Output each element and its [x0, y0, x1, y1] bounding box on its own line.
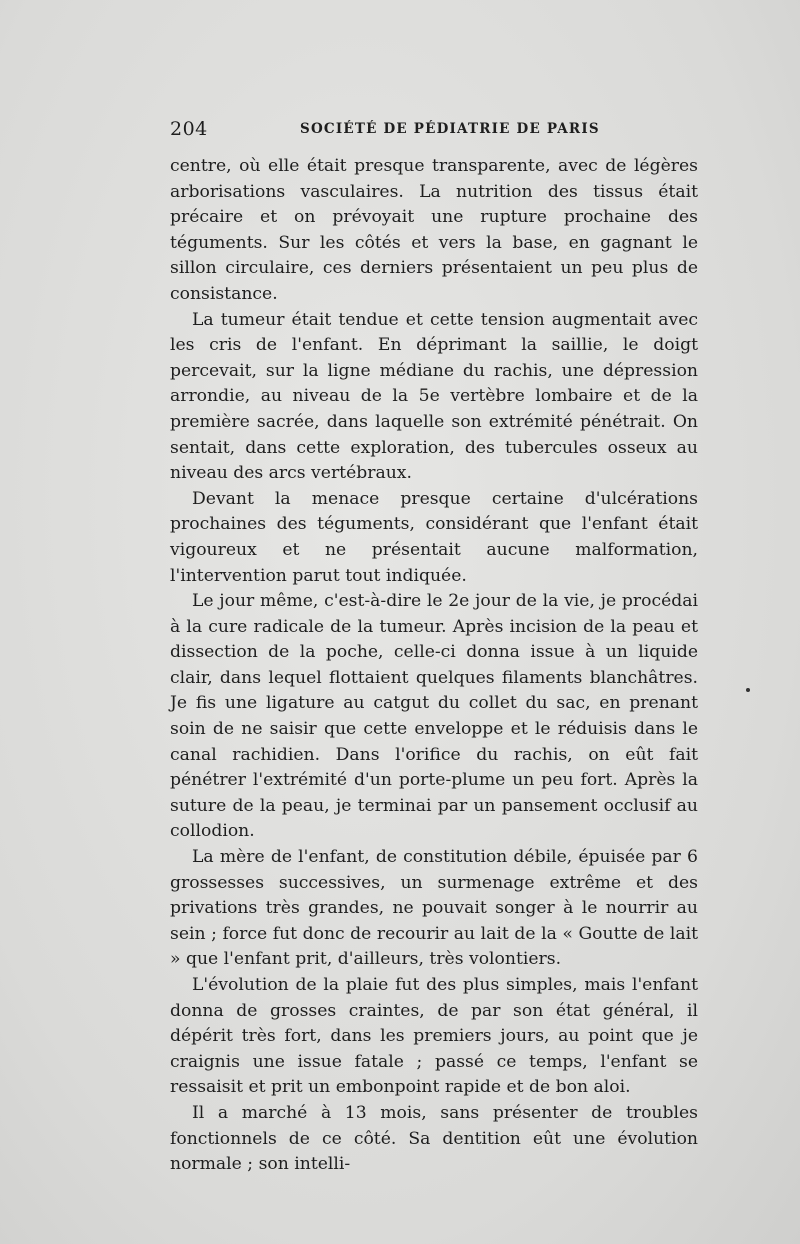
- paragraph-3: Devant la menace presque certaine d'ulcérations prochaines des téguments, considérant que l'enfant était vigoureux et ne présentait aucune malformation, l'intervention parut tout indiquée.: [170, 488, 698, 586]
- paragraph-7: Il a marché à 13 mois, sans présenter de troubles fonctionnels de ce côté. Sa dentition eût une évolution normale ; son intelli-: [170, 1102, 698, 1175]
- paragraph-6: L'évolution de la plaie fut des plus simples, mais l'enfant donna de grosses craintes, de par son état général, il dépérit très fort, dans les premiers jours, au point que je craignis une issue fatale ; passé ce temps, l'enfant se ressaisit et prit un embonpoint rapide et de bon aloi.: [170, 975, 698, 1098]
- paragraph-4: Le jour même, c'est-à-dire le 2e jour de la vie, je procédai à la cure radicale de la tumeur. Après incision de la peau et dissection de la poche, celle-ci donna issue à un liquide clair, dans lequel flottaient quelques filaments blanchâtres. Je fis une ligature au catgut du collet du sac, en prenant soin de ne saisir que cette enveloppe et le réduisis dans le canal rachidien. Dans l'orifice du rachis, on eût fait pénétrer l'extrémité d'un porte-plume un peu fort. Après la suture de la peau, je terminai par un pansement occlusif au collodion.: [170, 591, 698, 842]
- page-header: [170, 118, 698, 146]
- page-number: 204: [170, 118, 208, 140]
- paragraph-5: La mère de l'enfant, de constitution débile, épuisée par 6 grossesses successives, un surmenage extrême et des privations très grandes, ne pouvait songer à le nourrir au sein ; force fut donc de recourir au lait de la « Goutte de lait » que l'enfant prit, d'ailleurs, très volontiers.: [170, 847, 698, 970]
- paragraph-2: La tumeur était tendue et cette tension augmentait avec les cris de l'enfant. En déprimant la saillie, le doigt percevait, sur la ligne médiane du rachis, une dépression arrondie, au niveau de la 5e vertèbre lombaire et de la première sacrée, dans laquelle son extrémité pénétrait. On sentait, dans cette exploration, des tubercules osseux au niveau des arcs vertébraux.: [170, 309, 698, 484]
- paper-speck: [746, 688, 750, 692]
- running-head: SOCIÉTÉ DE PÉDIATRIE DE PARIS: [300, 121, 600, 137]
- body-text: [170, 154, 698, 1178]
- paragraph-1: centre, où elle était presque transparente, avec de légères arborisations vasculaires. La nutrition des tissus était précaire et on prévoyait une rupture prochaine des téguments. Sur les côtés et vers la base, en gagnant le sillon circulaire, ces derniers présentaient un peu plus de consistance.: [170, 156, 698, 304]
